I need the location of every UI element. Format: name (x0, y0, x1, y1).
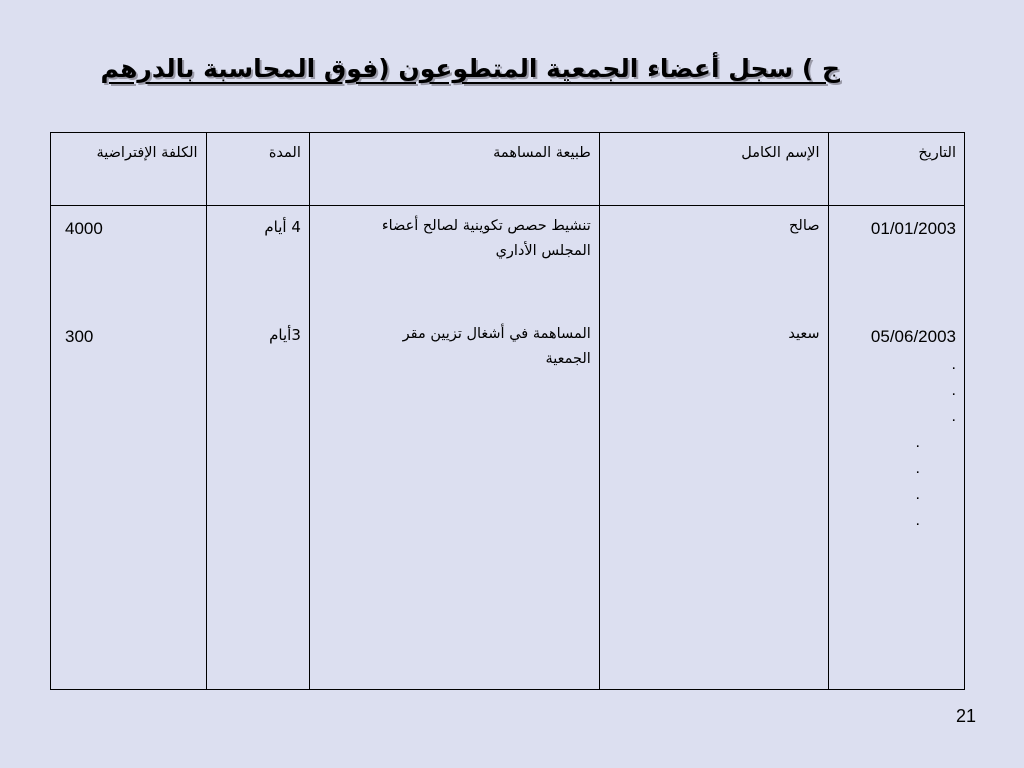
table-header-row (51, 133, 965, 206)
cost-value: 300 (65, 327, 94, 346)
volunteers-table (50, 132, 965, 690)
date-cell (828, 206, 964, 690)
continuation-mark: . (915, 511, 920, 529)
header-cost: الكلفة الإفتراضية (51, 133, 207, 206)
nature-cell (309, 206, 599, 690)
duration-cell (206, 206, 309, 690)
continuation-mark: . (915, 433, 920, 451)
cost-cell (51, 206, 207, 690)
full-name-value: سعيد (788, 326, 820, 342)
full-name-value: صالح (789, 218, 820, 234)
header-full-name: الإسم الكامل (599, 133, 828, 206)
duration-value: 3أيام (269, 326, 301, 344)
cost-value: 4000 (65, 219, 103, 238)
header-duration: المدة (206, 133, 309, 206)
date-value: 01/01/2003 (870, 219, 956, 238)
continuation-mark: . (951, 381, 956, 399)
contribution-nature-value: تنشيط حصص تكوينية لصالح أعضاء المجلس الأداري (381, 218, 591, 260)
volunteers-register-table (50, 132, 965, 690)
contribution-nature-value: المساهمة في أشغال تزيين مقر الجمعية (402, 326, 591, 368)
name-cell (599, 206, 828, 690)
continuation-mark: . (915, 485, 920, 503)
table-row (51, 206, 965, 690)
continuation-mark: . (951, 355, 956, 373)
page-number: 21 (955, 706, 976, 726)
duration-value: 4 أيام (264, 218, 301, 236)
slide-title: ج ) سجل أعضاء الجمعية المتطوعون (فوق المحاسبة بالدرهم (100, 54, 840, 83)
continuation-mark: . (915, 459, 920, 477)
continuation-mark: . (951, 407, 956, 425)
date-value: 05/06/2003 (870, 327, 956, 346)
header-date: التاريخ (828, 133, 964, 206)
header-contribution-nature: طبيعة المساهمة (309, 133, 599, 206)
